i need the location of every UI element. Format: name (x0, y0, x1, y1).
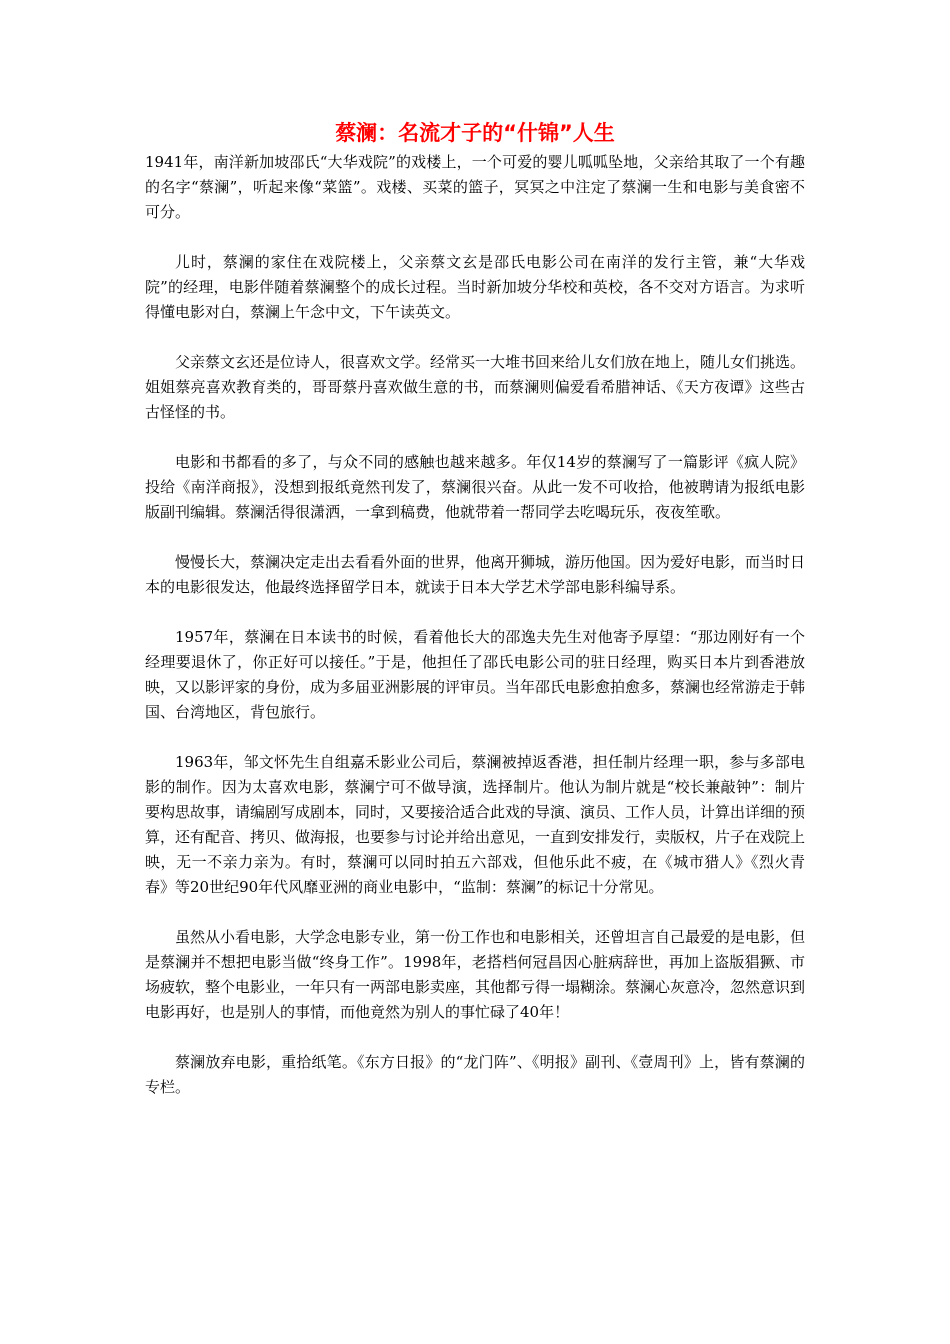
paragraph-5: 慢慢长大，蔡澜决定走出去看看外面的世界，他离开狮城，游历他国。因为爱好电影，而当时日本的电影很发达，他最终选择留学日本，就读于日本大学艺术学部电影科编导系。 (145, 553, 806, 596)
paragraph-2: 儿时，蔡澜的家住在戏院楼上，父亲蔡文玄是邵氏电影公司在南洋的发行主管，兼“大华戏院”的经理，电影伴随着蔡澜整个的成长过程。当时新加坡分华校和英校，各不交对方语言。为求听得懂电影对白，蔡澜上午念中文，下午读英文。 (145, 253, 805, 321)
paragraph-6: 1957年，蔡澜在日本读书的时候，看着他长大的邵逸夫先生对他寄予厚望：“那边刚好有一个经理要退休了，你正好可以接任。”于是，他担任了邵氏电影公司的驻日经理，购买日本片到香港放映，又以影评家的身份，成为多届亚洲影展的评审员。当年邵氏电影愈拍愈多，蔡澜也经常游走于韩国、台湾地区，背包旅行。 (145, 628, 806, 721)
paragraph-7: 1963年，邹文怀先生自组嘉禾影业公司后，蔡澜被掉返香港，担任制片经理一职，参与多部电影的制作。因为太喜欢电影，蔡澜宁可不做导演，选择制片。他认为制片就是“校长兼敲钟”：制片要构思故事，请编剧写成剧本，同时，又要接洽适合此戏的导演、演员、工作人员，计算出详细的预算，还有配音、拷贝、做海报，也要参与讨论并给出意见，一直到安排发行，卖版权，片子在戏院上映，无一不亲力亲为。有时，蔡澜可以同时拍五六部戏，但他乐此不疲，在《城市猎人》《烈火青春》等20世纪90年代风靡亚洲的商业电影中，“监制：蔡澜”的标记十分常见。 (145, 753, 806, 896)
article-title: 蔡澜：名流才子的“什锦”人生 (335, 121, 615, 145)
paragraph-3: 父亲蔡文玄还是位诗人，很喜欢文学。经常买一大堆书回来给儿女们放在地上，随儿女们挑选。姐姐蔡亮喜欢教育类的，哥哥蔡丹喜欢做生意的书，而蔡澜则偏爱看希腊神话、《天方夜谭》这些古古怪怪的书。 (145, 353, 806, 421)
paragraph-4: 电影和书都看的多了，与众不同的感触也越来越多。年仅14岁的蔡澜写了一篇影评《疯人院》投给《南洋商报》，没想到报纸竟然刊发了，蔡澜很兴奋。从此一发不可收拾，他被聘请为报纸电影版副刊编辑。蔡澜活得很潇洒，一拿到稿费，他就带着一帮同学去吃喝玩乐，夜夜笙歌。 (145, 453, 805, 521)
article-body (145, 150, 805, 1125)
paragraph-8: 虽然从小看电影，大学念电影专业，第一份工作也和电影相关，还曾坦言自己最爱的是电影，但是蔡澜并不想把电影当做“终身工作”。1998年，老搭档何冠昌因心脏病辞世，再加上盗版猖獗、市场疲软，整个电影业，一年只有一两部电影卖座，其他都亏得一塌糊涂。蔡澜心灰意冷，忽然意识到电影再好，也是别人的事情，而他竟然为别人的事忙碌了40年！ (145, 928, 806, 1021)
paragraph-1: 1941年，南洋新加坡邵氏“大华戏院”的戏楼上，一个可爱的婴儿呱呱坠地，父亲给其取了一个有趣的名字“蔡澜”，听起来像“菜篮”。戏楼、买菜的篮子，冥冥之中注定了蔡澜一生和电影与美食密不可分。 (145, 153, 805, 221)
paragraph-9: 蔡澜放弃电影，重拾纸笔。《东方日报》的“龙门阵”、《明报》副刊、《壹周刊》上，皆有蔡澜的专栏。 (145, 1053, 805, 1096)
